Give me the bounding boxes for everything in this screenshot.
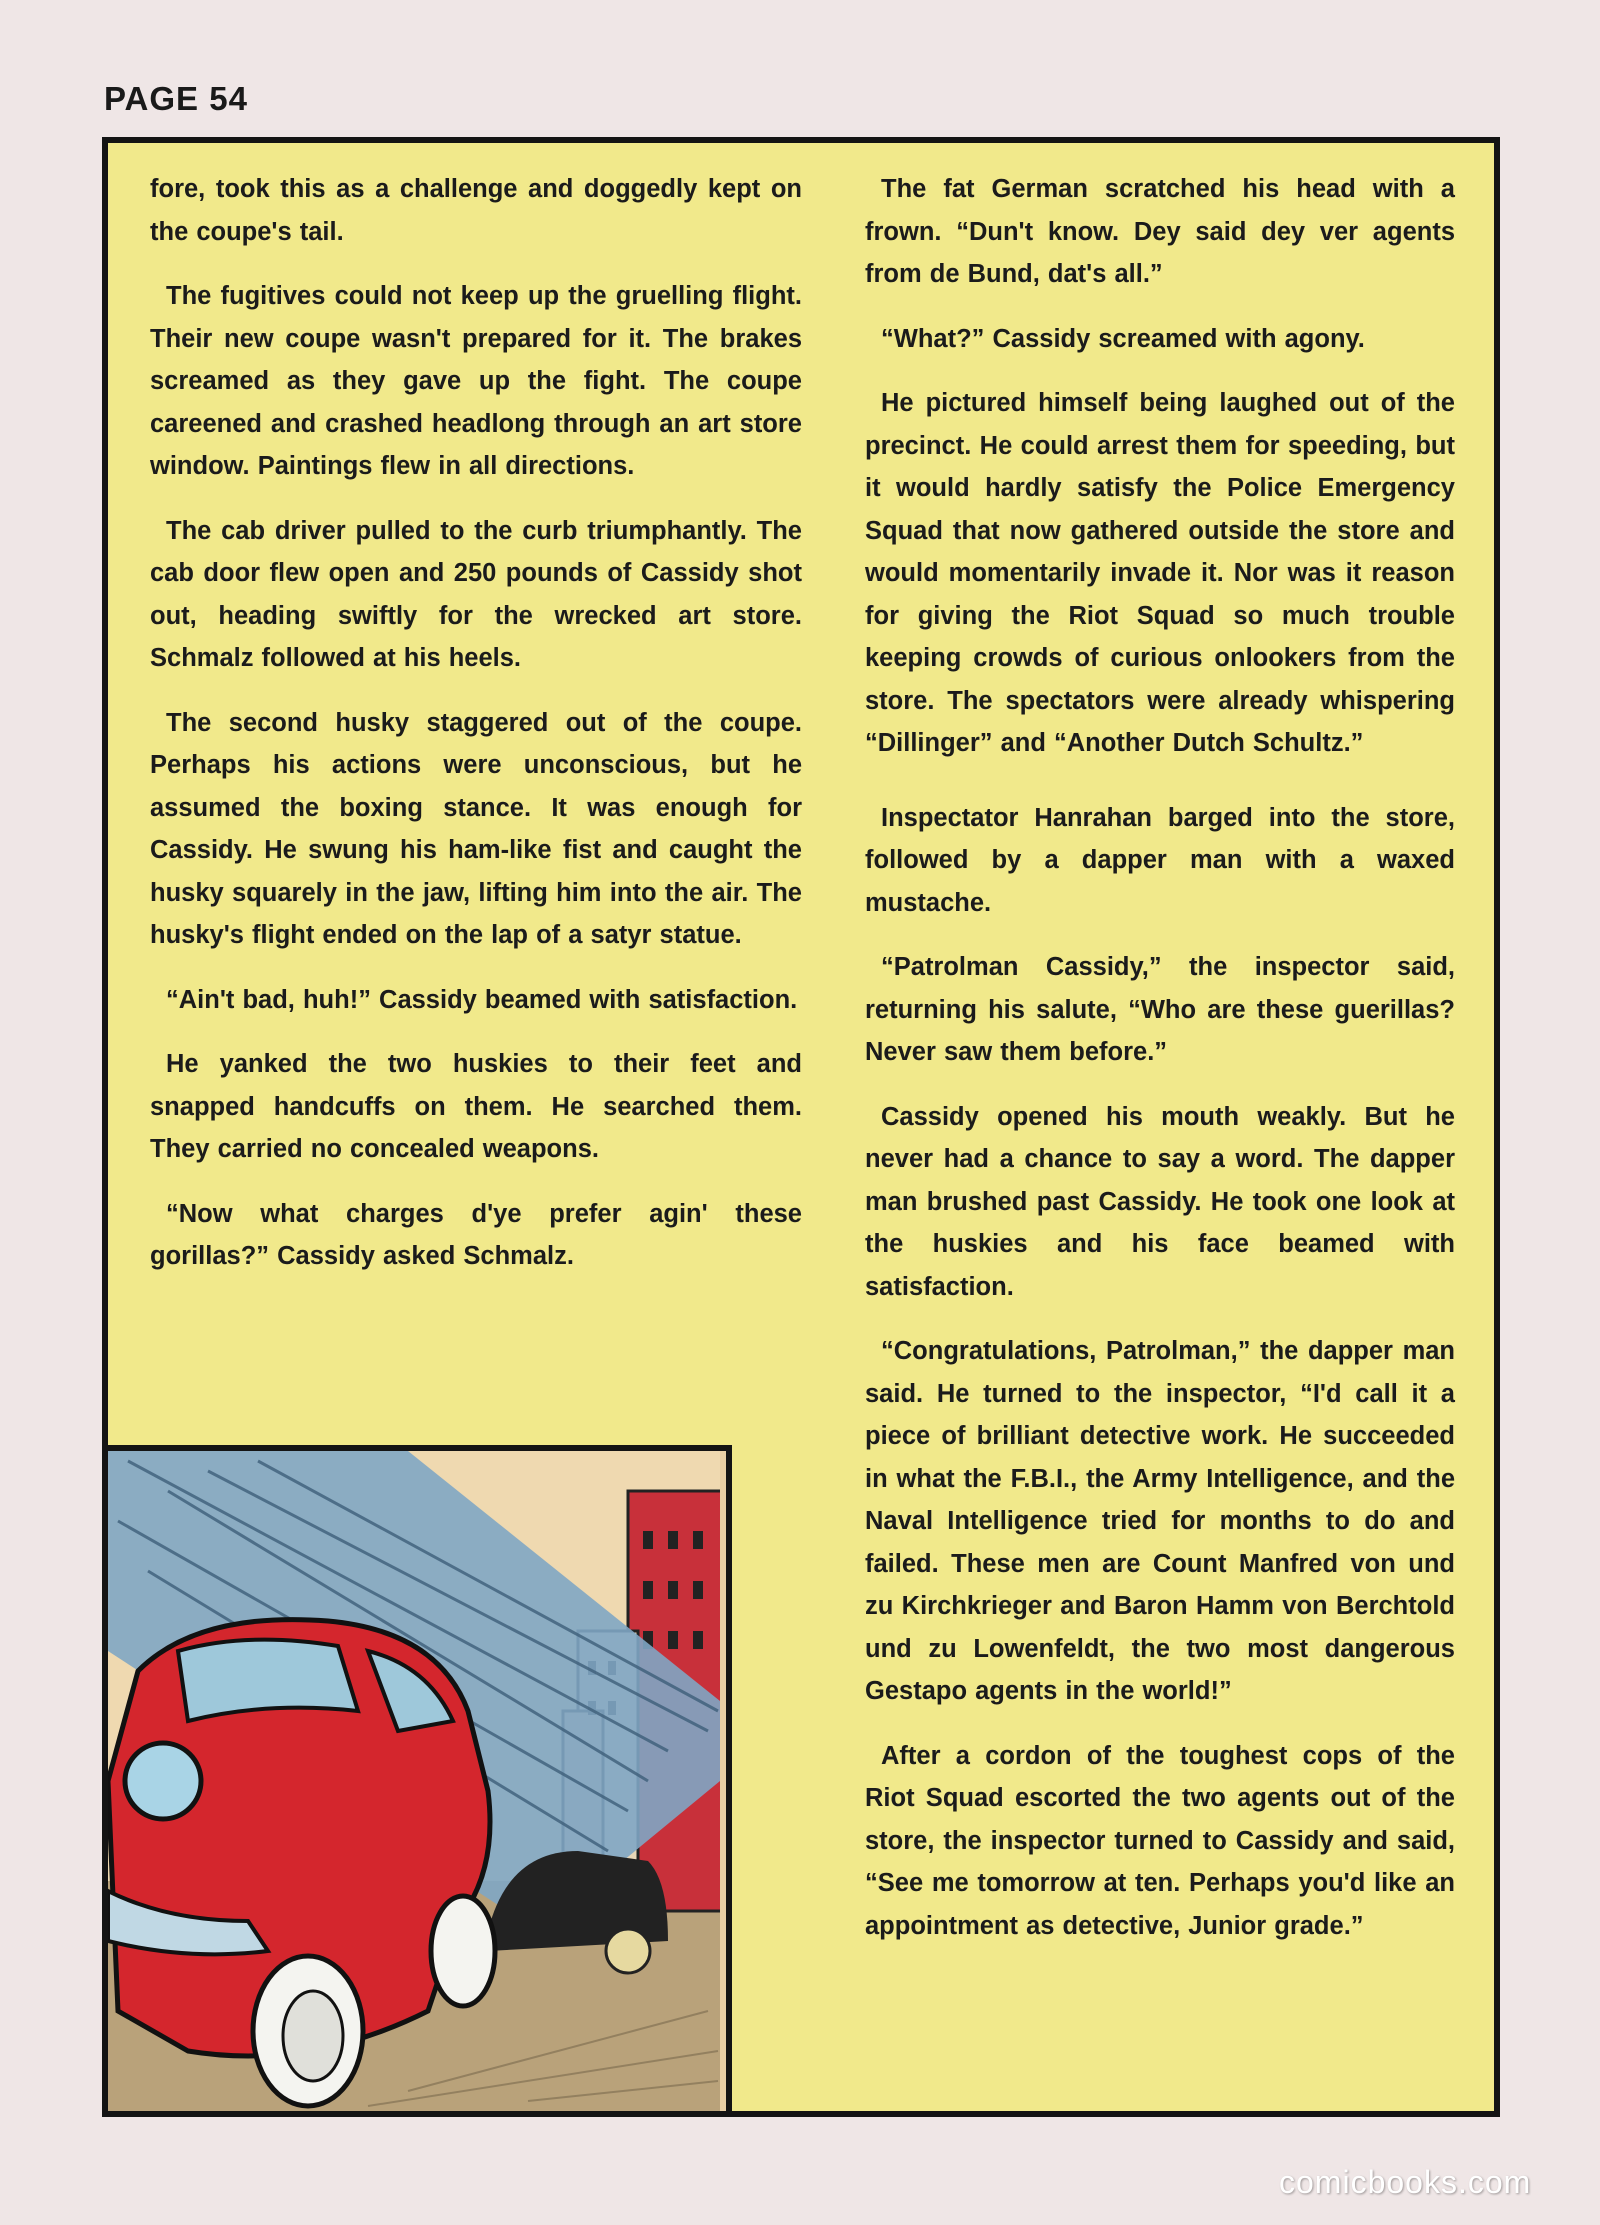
right-text-column <box>865 168 1455 1969</box>
paragraph: The second husky staggered out of the coupe. Perhaps his actions were unconscious, but he assumed the boxing stance. It was enough for Cassidy. He swung his ham-like fist and caught the husky squarely in the jaw, lifting him into the air. The husky's flight ended on the lap of a satyr statue. <box>150 708 802 949</box>
left-text-column <box>150 168 802 1300</box>
story-frame <box>102 137 1500 2117</box>
illustration-panel <box>108 1445 732 2117</box>
paragraph: He pictured himself being laughed out of the precinct. He could arrest them for speeding, but it would hardly satisfy the Police Emergency Squad that now gathered outside the store and would momentarily invade it. Nor was it reason for giving the Riot Squad so much trouble keeping crowds of curious onlookers from the store. The spectators were already whispering “Dillinger” and “Another Dutch Schultz.” <box>865 389 1455 757</box>
watermark: comicbooks.com <box>1279 2164 1532 2200</box>
red-coupe-illustration <box>108 1451 720 2111</box>
paragraph: “Now what charges d'ye prefer agin' these gorillas?” Cassidy asked Schmalz. <box>150 1199 802 1270</box>
paragraph: “Congratulations, Patrolman,” the dapper man said. He turned to the inspector, “I'd call it a piece of brilliant detective work. He succeeded in what the F.B.I., the Army Intelligence, and the Naval Intelligence tried for months to do and failed. These men are Count Manfred von und zu Kirchkrieger and Baron Hamm von Berchtold und zu Lowenfeldt, the two most dangerous Gestapo agents in the world!” <box>865 1337 1455 1705</box>
paragraph: He yanked the two huskies to their feet and snapped handcuffs on them. He searched them. They carried no concealed weapons. <box>150 1050 802 1163</box>
paragraph: “What?” Cassidy screamed with agony. <box>881 324 1365 353</box>
paragraph: The fugitives could not keep up the gruelling flight. Their new coupe wasn't prepared for it. The brakes screamed as they gave up the fight. The coupe careened and crashed headlong through an art store window. Paintings flew in all directions. <box>150 282 802 480</box>
paragraph: “Patrolman Cassidy,” the inspector said, returning his salute, “Who are these guerillas? Never saw them before.” <box>865 953 1455 1066</box>
paragraph: The fat German scratched his head with a frown. “Dun't know. Dey said dey ver agents from de Bund, dat's all.” <box>865 175 1455 288</box>
paragraph: The cab driver pulled to the curb triumphantly. The cab door flew open and 250 pounds of Cassidy shot out, heading swiftly for the wrecked art store. Schmalz followed at his heels. <box>150 516 802 672</box>
paragraph: Cassidy opened his mouth weakly. But he never had a chance to say a word. The dapper man brushed past Cassidy. He took one look at the huskies and his face beamed with satisfaction. <box>865 1102 1455 1301</box>
paragraph: “Ain't bad, huh!” Cassidy beamed with satisfaction. <box>166 985 798 1014</box>
paragraph: fore, took this as a challenge and doggedly kept on the coupe's tail. <box>150 175 802 246</box>
paragraph: After a cordon of the toughest cops of the Riot Squad escorted the two agents out of the store, the inspector turned to Cassidy and said, “See me tomorrow at ten. Perhaps you'd like an appointment as detective, Junior grade.” <box>865 1741 1455 1940</box>
page-number: PAGE 54 <box>104 80 248 117</box>
paragraph: Inspectator Hanrahan barged into the store, followed by a dapper man with a waxed mustache. <box>865 803 1455 917</box>
